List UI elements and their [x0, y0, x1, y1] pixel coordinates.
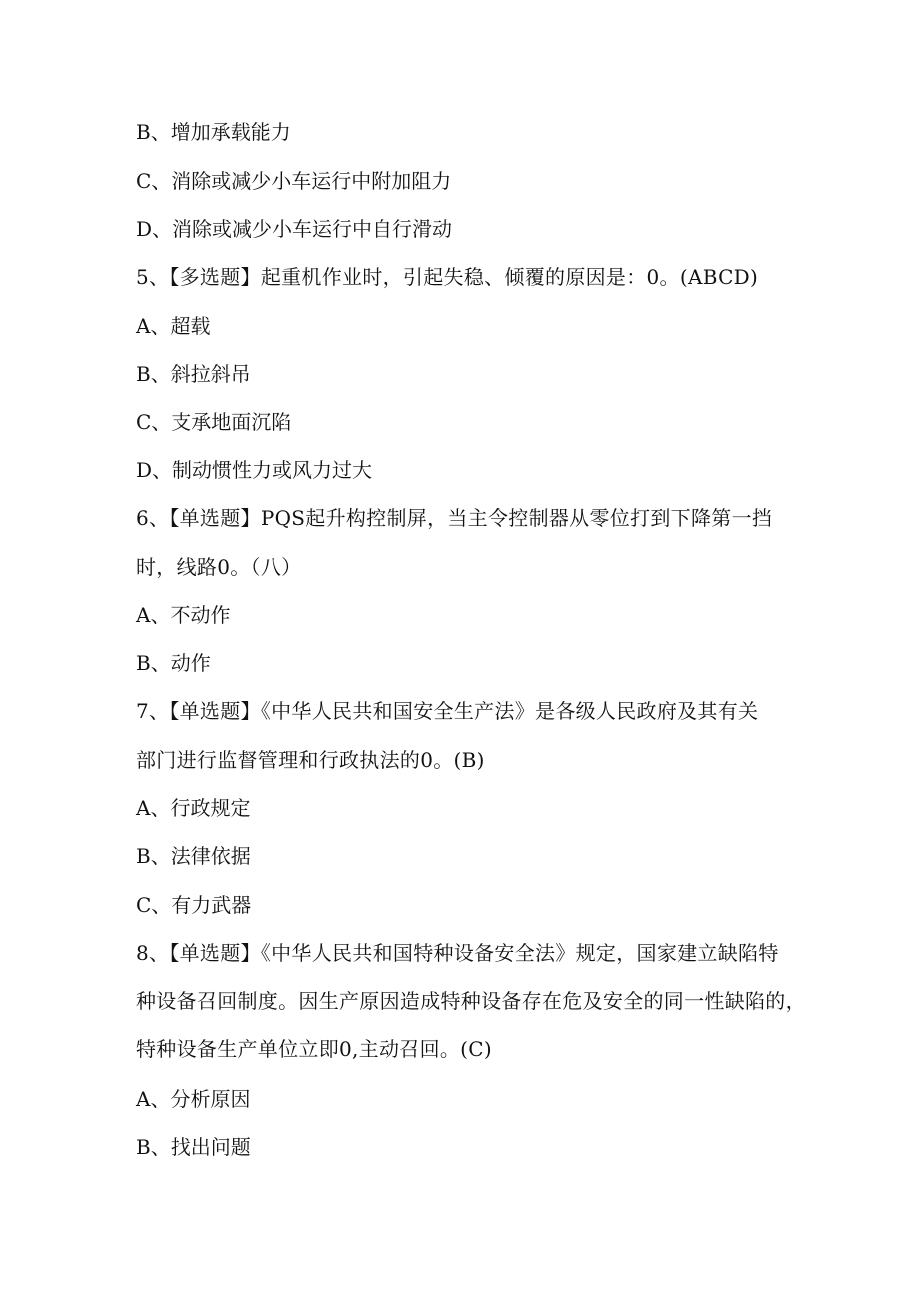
- question-6-continued: 时，线路0。（八）: [136, 555, 302, 579]
- question-5: 5、【多选题】起重机作业时，引起失稳、倾覆的原因是：0。(ABCD): [136, 265, 759, 289]
- option-c-line: C、有力武器: [136, 893, 252, 917]
- question-8: 8、【单选题】《中华人民共和国特种设备安全法》规定，国家建立缺陷特: [136, 941, 779, 965]
- question-8-continued: 种设备召回制度。因生产原因造成特种设备存在危及安全的同一性缺陷的，: [136, 989, 806, 1013]
- option-b-line: B、增加承载能力: [136, 120, 291, 144]
- option-a-line: A、不动作: [136, 603, 231, 627]
- question-6: 6、【单选题】PQS起升构控制屏，当主令控制器从零位打到下降第一挡: [136, 506, 773, 530]
- question-7-continued: 部门进行监督管理和行政执法的0。(B): [136, 748, 485, 772]
- option-c-line: C、消除或减少小车运行中附加阻力: [136, 169, 452, 193]
- option-b-line: B、动作: [136, 651, 211, 675]
- question-7: 7、【单选题】《中华人民共和国安全生产法》是各级人民政府及其有关: [136, 699, 759, 723]
- option-b-line: B、斜拉斜吊: [136, 362, 251, 386]
- option-c-line: C、支承地面沉陷: [136, 410, 292, 434]
- option-a-line: A、超载: [136, 314, 211, 338]
- option-a-line: A、分析原因: [136, 1087, 251, 1111]
- question-8-continued: 特种设备生产单位立即0,主动召回。(C): [136, 1037, 492, 1061]
- option-d-line: D、消除或减少小车运行中自行滑动: [136, 217, 453, 241]
- option-a-line: A、行政规定: [136, 796, 251, 820]
- option-d-line: D、制动惯性力或风力过大: [136, 458, 373, 482]
- option-b-line: B、找出问题: [136, 1135, 251, 1159]
- option-b-line: B、法律依据: [136, 844, 251, 868]
